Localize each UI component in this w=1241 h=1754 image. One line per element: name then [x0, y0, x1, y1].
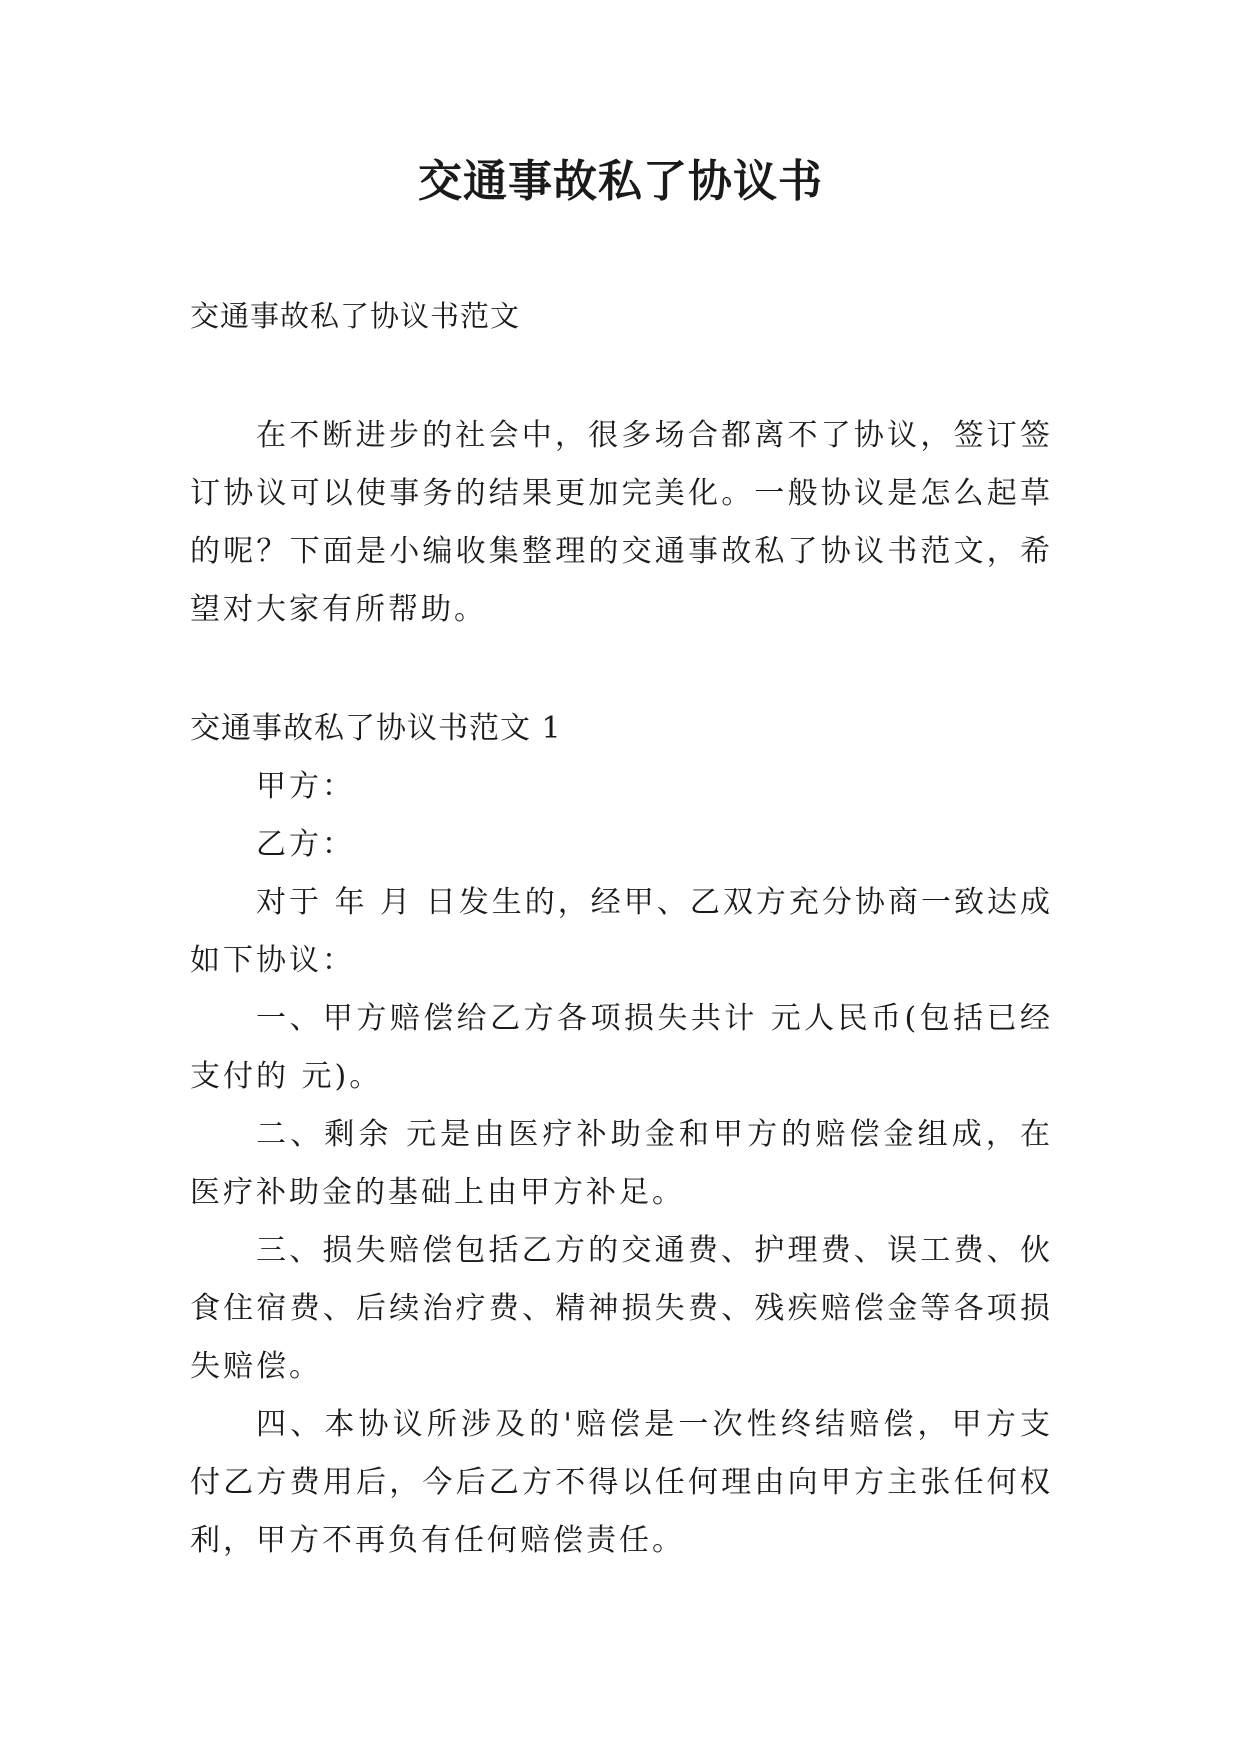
document-subtitle: 交通事故私了协议书范文: [190, 299, 521, 333]
clause-3: 三、损失赔偿包括乙方的交通费、护理费、误工费、伙食住宿费、后续治疗费、精神损失费、残疾赔偿金等各项损失赔偿。: [190, 1233, 1053, 1384]
sample-heading: 交通事故私了协议书范文 1: [190, 711, 562, 746]
party-b-line: 乙方：: [256, 827, 355, 862]
preamble-paragraph: 对于 年 月 日发生的，经甲、乙双方充分协商一致达成如下协议：: [190, 885, 1053, 978]
clause-4: 四、本协议所涉及的'赔偿是一次性终结赔偿，甲方支付乙方费用后，今后乙方不得以任何理由向甲方主张任何权利，甲方不再负有任何赔偿责任。: [190, 1407, 1053, 1558]
intro-section: [190, 407, 1053, 639]
document-title: 交通事故私了协议书: [418, 156, 823, 207]
intro-paragraph: 在不断进步的社会中，很多场合都离不了协议，签订签订协议可以使事务的结果更加完美化。一般协议是怎么起草的呢？下面是小编收集整理的交通事故私了协议书范文，希望对大家有所帮助。: [190, 418, 1053, 627]
clause-2: 二、剩余 元是由医疗补助金和甲方的赔偿金组成，在医疗补助金的基础上由甲方补足。: [190, 1117, 1053, 1210]
clause-1: 一、甲方赔偿给乙方各项损失共计 元人民币(包括已经支付的 元)。: [190, 1001, 1053, 1094]
sample-agreement: [190, 700, 1053, 1570]
party-a-line: 甲方：: [256, 769, 355, 804]
